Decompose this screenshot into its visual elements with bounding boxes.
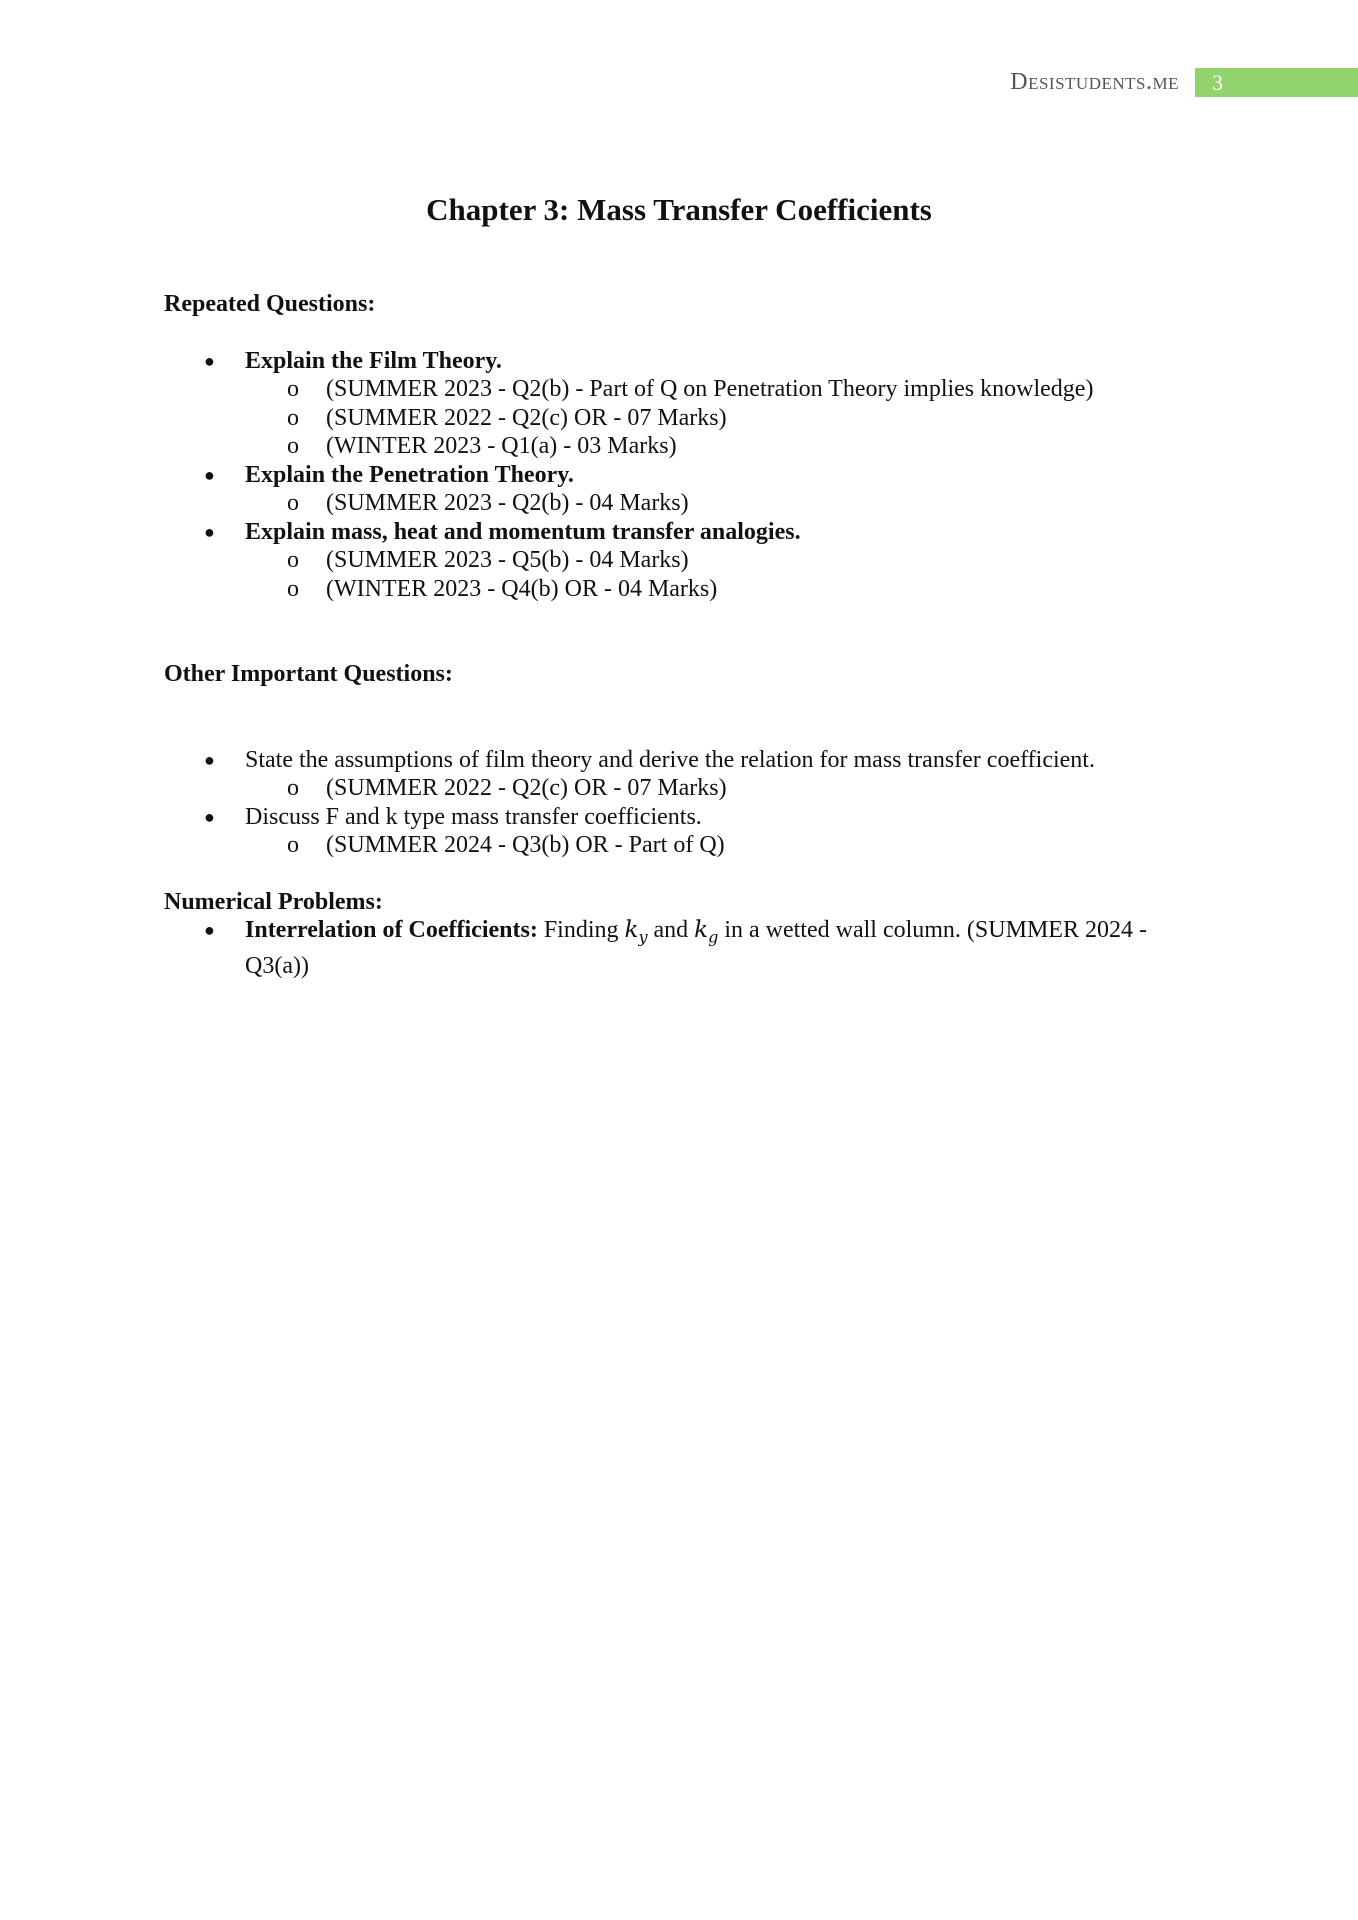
circle-bullet-icon: o bbox=[287, 376, 299, 402]
list-item bbox=[164, 803, 1204, 860]
reference-text: (SUMMER 2023 - Q2(b) - 04 Marks) bbox=[326, 490, 689, 516]
repeated-questions-list bbox=[164, 347, 1204, 604]
reference-text: (WINTER 2023 - Q4(b) OR - 04 Marks) bbox=[326, 575, 718, 602]
circle-bullet-icon: o bbox=[287, 433, 299, 459]
problem-text-b: and bbox=[647, 917, 695, 943]
circle-bullet-icon: o bbox=[287, 575, 299, 602]
problem-label: Interrelation of Coefficients: bbox=[245, 917, 538, 943]
question-text: State the assumptions of film theory and derive the relation for mass transfer coefficient. bbox=[245, 746, 1095, 773]
bullet-icon: ● bbox=[204, 749, 215, 770]
page-title: Chapter 3: Mass Transfer Coefficients bbox=[426, 192, 932, 227]
reference-item bbox=[245, 546, 1204, 575]
page-header bbox=[1010, 68, 1358, 97]
circle-bullet-icon: o bbox=[287, 490, 299, 516]
reference-text: (SUMMER 2023 - Q2(b) - Part of Q on Penetration Theory implies knowledge) bbox=[326, 376, 1094, 402]
reference-item bbox=[245, 375, 1204, 404]
list-item bbox=[164, 916, 1204, 981]
reference-item bbox=[245, 489, 1204, 518]
bullet-icon: ● bbox=[204, 521, 215, 542]
symbol-k-g bbox=[694, 917, 719, 947]
symbol-k-y bbox=[624, 917, 648, 947]
bullet-icon: ● bbox=[204, 920, 215, 940]
reference-list bbox=[245, 546, 1204, 603]
list-item bbox=[164, 518, 1204, 604]
symbol-subscript: y bbox=[638, 927, 648, 947]
circle-bullet-icon: o bbox=[287, 547, 299, 573]
circle-bullet-icon: o bbox=[287, 832, 299, 858]
problem-text-a: Finding bbox=[537, 917, 625, 943]
bullet-icon: ● bbox=[204, 350, 215, 371]
question-text: Explain mass, heat and momentum transfer analogies. bbox=[245, 518, 801, 545]
reference-list bbox=[245, 489, 1204, 518]
question-text: Explain the Penetration Theory. bbox=[245, 461, 574, 488]
reference-text: (SUMMER 2023 - Q5(b) - 04 Marks) bbox=[326, 547, 689, 573]
reference-item bbox=[245, 774, 1204, 803]
reference-text: (SUMMER 2024 - Q3(b) OR - Part of Q) bbox=[326, 832, 725, 858]
document-body bbox=[164, 290, 1204, 981]
reference-item bbox=[245, 575, 1204, 604]
list-item bbox=[164, 347, 1204, 461]
reference-text: (SUMMER 2022 - Q2(c) OR - 07 Marks) bbox=[326, 404, 727, 431]
other-questions-list bbox=[164, 746, 1204, 860]
symbol-base: k bbox=[624, 917, 639, 943]
circle-bullet-icon: o bbox=[287, 404, 299, 431]
problem-text-c: in a wetted wall column. (SUMMER 2024 - Q3(a)) bbox=[245, 917, 1147, 980]
other-questions-heading: Other Important Questions: bbox=[164, 661, 453, 687]
page-number: 3 bbox=[1195, 68, 1358, 97]
numerical-problems-list bbox=[164, 916, 1204, 981]
symbol-subscript: g bbox=[708, 927, 719, 947]
reference-list bbox=[245, 375, 1204, 461]
symbol-base: k bbox=[694, 917, 709, 943]
reference-text: (SUMMER 2022 - Q2(c) OR - 07 Marks) bbox=[326, 775, 727, 801]
question-text: Discuss F and k type mass transfer coefficients. bbox=[245, 803, 702, 830]
bullet-icon: ● bbox=[204, 464, 215, 485]
reference-item bbox=[245, 831, 1204, 860]
reference-text: (WINTER 2023 - Q1(a) - 03 Marks) bbox=[326, 433, 677, 459]
site-name: Desistudents.me bbox=[1010, 69, 1179, 95]
reference-list bbox=[245, 831, 1204, 860]
numerical-problems-heading: Numerical Problems: bbox=[164, 888, 383, 915]
question-text: Explain the Film Theory. bbox=[245, 347, 502, 374]
repeated-questions-heading: Repeated Questions: bbox=[164, 291, 376, 317]
circle-bullet-icon: o bbox=[287, 775, 299, 801]
list-item bbox=[164, 461, 1204, 518]
bullet-icon: ● bbox=[204, 806, 215, 827]
reference-item bbox=[245, 432, 1204, 461]
reference-item bbox=[245, 404, 1204, 433]
reference-list bbox=[245, 774, 1204, 803]
list-item bbox=[164, 746, 1204, 803]
